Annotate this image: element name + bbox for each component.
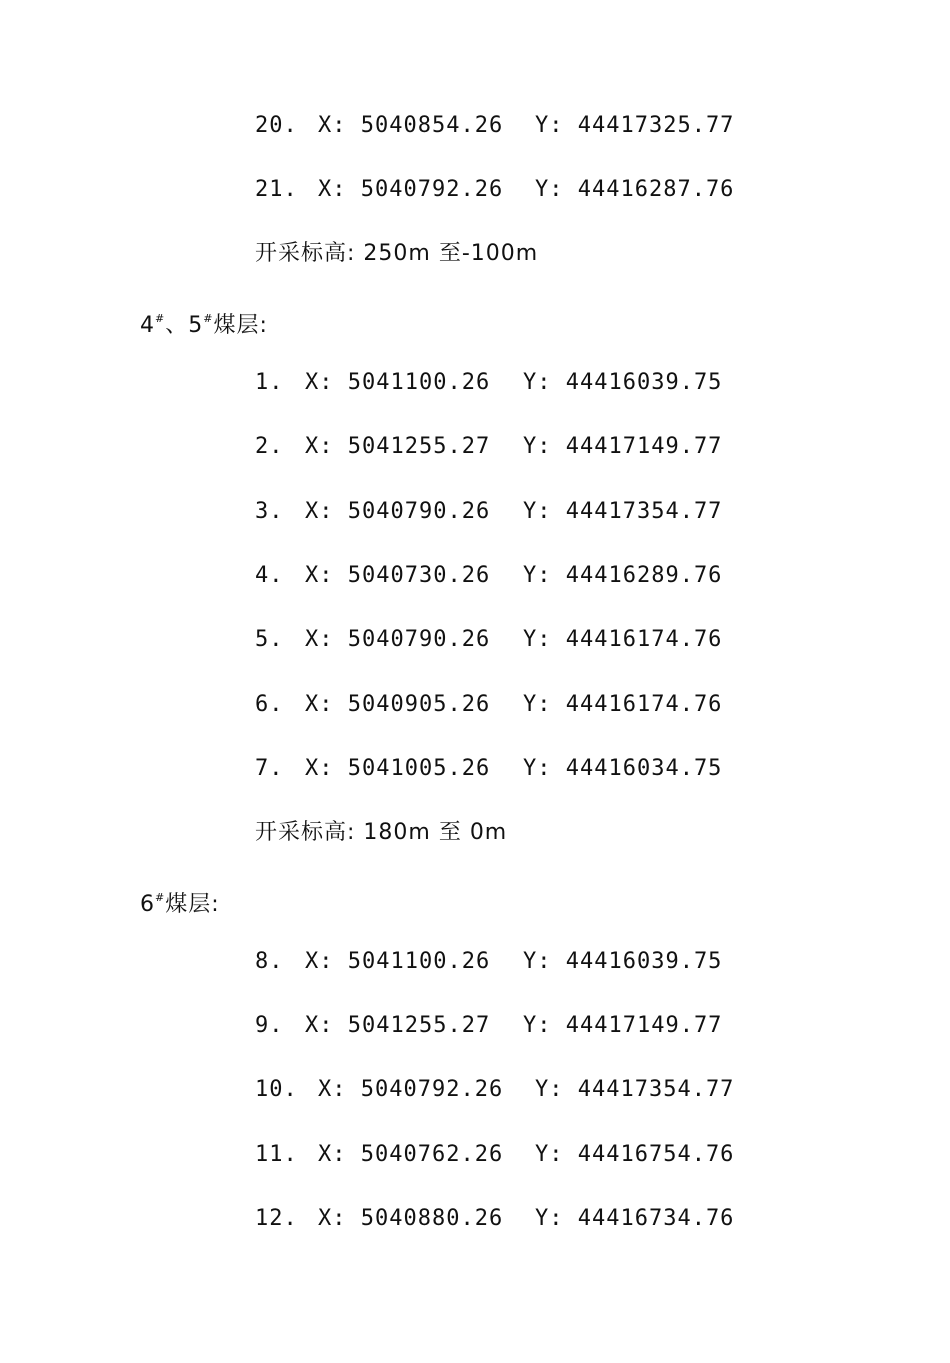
point-number: 2.	[255, 434, 284, 459]
point-number: 4.	[255, 563, 284, 588]
separator: 、	[165, 313, 189, 338]
y-coordinate: Y: 44417325.77	[535, 113, 735, 138]
point-number: 11.	[255, 1142, 298, 1167]
seam-label: 煤层:	[213, 313, 268, 338]
x-coordinate: X: 5040790.26	[305, 499, 491, 524]
y-coordinate: Y: 44417149.77	[523, 1013, 723, 1038]
x-coordinate: X: 5040790.26	[305, 627, 491, 652]
y-coordinate: Y: 44416039.75	[523, 949, 723, 974]
y-coordinate: Y: 44416034.75	[523, 756, 723, 781]
point-number: 8.	[255, 949, 284, 974]
point-number: 20.	[255, 113, 298, 138]
x-coordinate: X: 5040792.26	[318, 177, 504, 202]
coordinate-row	[255, 367, 723, 399]
y-coordinate: Y: 44417354.77	[535, 1077, 735, 1102]
seam-label: 煤层:	[165, 892, 220, 917]
point-number: 21.	[255, 177, 298, 202]
point-number: 3.	[255, 499, 284, 524]
coordinate-row	[255, 1139, 735, 1171]
point-number: 5.	[255, 627, 284, 652]
coordinate-row	[255, 110, 735, 142]
x-coordinate: X: 5041005.26	[305, 756, 491, 781]
y-coordinate: Y: 44417354.77	[523, 499, 723, 524]
point-number: 7.	[255, 756, 284, 781]
coordinate-row	[255, 496, 723, 528]
y-coordinate: Y: 44416174.76	[523, 692, 723, 717]
point-number: 9.	[255, 1013, 284, 1038]
coordinate-row	[255, 1074, 735, 1106]
coordinate-row	[255, 431, 723, 463]
point-number: 6.	[255, 692, 284, 717]
seam-mark: #	[155, 891, 166, 904]
x-coordinate: X: 5040762.26	[318, 1142, 504, 1167]
coordinate-row	[255, 689, 723, 721]
coordinate-row	[255, 946, 723, 978]
seam-heading-6	[140, 882, 220, 917]
y-coordinate: Y: 44417149.77	[523, 434, 723, 459]
seam-number: 6	[140, 892, 155, 917]
x-coordinate: X: 5040730.26	[305, 563, 491, 588]
x-coordinate: X: 5040905.26	[305, 692, 491, 717]
seam-mark: #	[203, 312, 214, 325]
x-coordinate: X: 5041255.27	[305, 1013, 491, 1038]
mining-elevation: 开采标高: 180m 至 0m	[255, 820, 508, 845]
point-number: 1.	[255, 370, 284, 395]
point-number: 12.	[255, 1206, 298, 1231]
y-coordinate: Y: 44416174.76	[523, 627, 723, 652]
y-coordinate: Y: 44416734.76	[535, 1206, 735, 1231]
coordinate-row	[255, 1203, 735, 1235]
y-coordinate: Y: 44416289.76	[523, 563, 723, 588]
seam-mark: #	[155, 312, 166, 325]
x-coordinate: X: 5040880.26	[318, 1206, 504, 1231]
seam-heading-4-5	[140, 303, 268, 338]
y-coordinate: Y: 44416754.76	[535, 1142, 735, 1167]
coordinate-row	[255, 174, 735, 206]
y-coordinate: Y: 44416287.76	[535, 177, 735, 202]
coordinate-row	[255, 624, 723, 656]
coordinate-row	[255, 560, 723, 592]
x-coordinate: X: 5040854.26	[318, 113, 504, 138]
seam-number: 4	[140, 313, 155, 338]
coordinate-row	[255, 753, 723, 785]
coordinate-row	[255, 1010, 723, 1042]
seam-number: 5	[188, 313, 204, 338]
y-coordinate: Y: 44416039.75	[523, 370, 723, 395]
x-coordinate: X: 5041100.26	[305, 949, 491, 974]
x-coordinate: X: 5041100.26	[305, 370, 491, 395]
point-number: 10.	[255, 1077, 298, 1102]
x-coordinate: X: 5040792.26	[318, 1077, 504, 1102]
mining-elevation: 开采标高: 250m 至-100m	[255, 241, 539, 266]
x-coordinate: X: 5041255.27	[305, 434, 491, 459]
